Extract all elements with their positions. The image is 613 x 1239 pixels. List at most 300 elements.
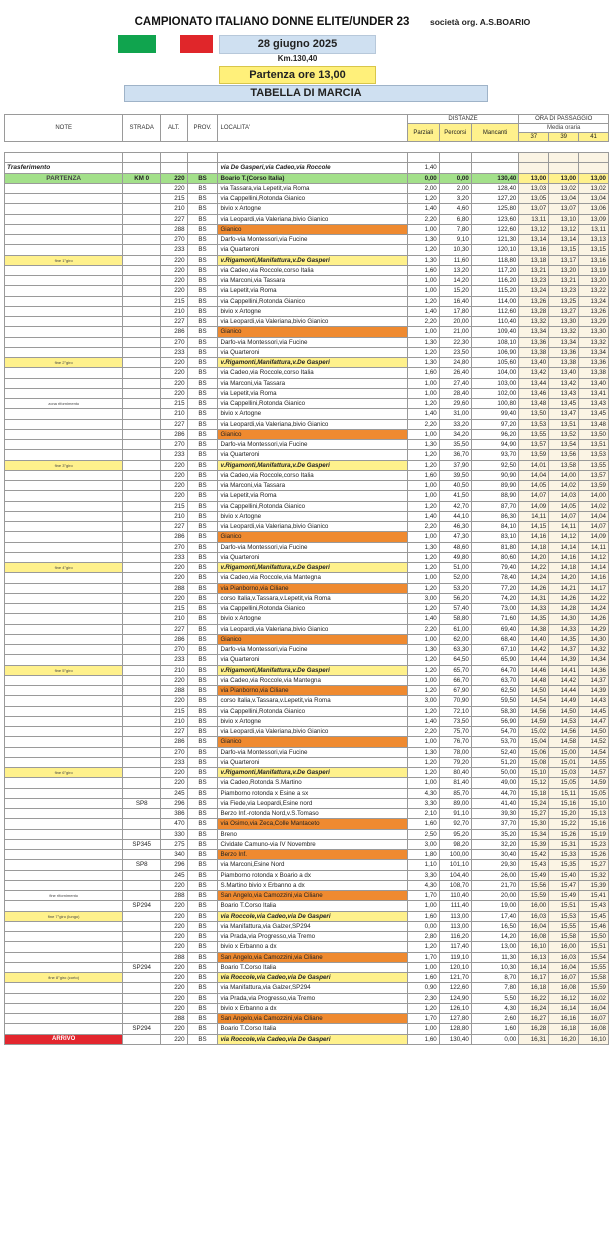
cell-mancanti: 105,60 bbox=[471, 358, 519, 368]
cell-localita: Berzo Inf.-rotonda Nord,v.S.Tomaso bbox=[218, 809, 407, 819]
cell-note bbox=[5, 347, 123, 357]
cell-note bbox=[5, 829, 123, 839]
cell-localita: via Manifattura,via Galzer,SP294 bbox=[218, 921, 407, 931]
cell-time-37: 14,48 bbox=[519, 675, 549, 685]
cell-note bbox=[5, 522, 123, 532]
cell-localita: via Leopardi,via Valeriana,bivio Gianico bbox=[218, 624, 407, 634]
cell-strada bbox=[123, 624, 161, 634]
cell-progressiva: 64,50 bbox=[439, 655, 471, 665]
cell-strada bbox=[123, 665, 161, 675]
cell-time-37: 13,18 bbox=[519, 255, 549, 265]
cell-strada bbox=[123, 409, 161, 419]
cell-progressiva: 9,10 bbox=[439, 235, 471, 245]
table-row bbox=[5, 911, 609, 921]
cell-strada bbox=[123, 255, 161, 265]
cell-progressiva: 13,20 bbox=[439, 265, 471, 275]
cell-mancanti: 7,80 bbox=[471, 983, 519, 993]
cell-prov: BS bbox=[187, 419, 218, 429]
cell-time-41: 13,40 bbox=[579, 378, 609, 388]
cell-time-37: 14,15 bbox=[519, 522, 549, 532]
cell-localita: Gianico bbox=[218, 327, 407, 337]
cell-time-37: 13,55 bbox=[519, 429, 549, 439]
cell-time-41 bbox=[579, 163, 609, 173]
cell-parziale: 1,20 bbox=[407, 757, 439, 767]
header-speed-41: 41 bbox=[579, 133, 609, 142]
cell-localita: via Cadeo,Rotonda S.Martino bbox=[218, 778, 407, 788]
cell-time-39: 13,25 bbox=[549, 296, 579, 306]
cell-mancanti: 19,00 bbox=[471, 901, 519, 911]
cell-strada bbox=[123, 235, 161, 245]
cell-time-41: 13,26 bbox=[579, 306, 609, 316]
cell-parziale: 2,10 bbox=[407, 809, 439, 819]
cell-progressiva: 78,00 bbox=[439, 747, 471, 757]
cell-parziale: 1,30 bbox=[407, 747, 439, 757]
header-alt: ALT. bbox=[160, 115, 187, 142]
table-row bbox=[5, 419, 609, 429]
flag-green bbox=[118, 35, 156, 53]
cell-time-39: 15,55 bbox=[549, 921, 579, 931]
cell-mancanti: 17,40 bbox=[471, 911, 519, 921]
cell-strada bbox=[123, 327, 161, 337]
cell-time-39 bbox=[549, 153, 579, 163]
cell-time-37: 15,34 bbox=[519, 829, 549, 839]
cell-localita: via Leopardi,via Valeriana,bivio Gianico bbox=[218, 419, 407, 429]
cell-time-41: 14,29 bbox=[579, 624, 609, 634]
cell-parziale: 1,20 bbox=[407, 563, 439, 573]
cell-time-39: 13,40 bbox=[549, 368, 579, 378]
table-row bbox=[5, 706, 609, 716]
table-row bbox=[5, 614, 609, 624]
cell-alt: 233 bbox=[160, 757, 187, 767]
cell-time-39: 15,20 bbox=[549, 809, 579, 819]
cell-prov: BS bbox=[187, 737, 218, 747]
header-localita: LOCALITA' bbox=[218, 115, 407, 142]
table-row bbox=[5, 932, 609, 942]
table-row bbox=[5, 921, 609, 931]
cell-localita: Berzo Inf. bbox=[218, 850, 407, 860]
cell-prov: BS bbox=[187, 809, 218, 819]
cell-time-39: 14,37 bbox=[549, 645, 579, 655]
cell-localita: via De Gasperi,via Cadeo,via Roccole bbox=[218, 163, 407, 173]
cell-note bbox=[5, 675, 123, 685]
cell-time-39: 13,02 bbox=[549, 183, 579, 193]
cell-time-39: 15,22 bbox=[549, 819, 579, 829]
cell-time-37: 16,18 bbox=[519, 983, 549, 993]
cell-time-41: 15,55 bbox=[579, 962, 609, 972]
cell-time-39: 13,12 bbox=[549, 224, 579, 234]
cell-parziale: 1,60 bbox=[407, 265, 439, 275]
cell-mancanti: 120,10 bbox=[471, 245, 519, 255]
cell-prov: BS bbox=[187, 675, 218, 685]
cell-note bbox=[5, 573, 123, 583]
cell-progressiva: 6,80 bbox=[439, 214, 471, 224]
cell-prov: BS bbox=[187, 245, 218, 255]
cell-time-41: 13,15 bbox=[579, 245, 609, 255]
cell-prov: BS bbox=[187, 450, 218, 460]
cell-parziale: 1,00 bbox=[407, 901, 439, 911]
header-note: NOTE bbox=[5, 115, 123, 142]
cell-time-37: 16,04 bbox=[519, 921, 549, 931]
cell-mancanti: 65,90 bbox=[471, 655, 519, 665]
cell-time-41: 13,43 bbox=[579, 399, 609, 409]
cell-prov: BS bbox=[187, 655, 218, 665]
cell-strada bbox=[123, 573, 161, 583]
cell-mancanti: 97,20 bbox=[471, 419, 519, 429]
cell-parziale: 2,80 bbox=[407, 932, 439, 942]
cell-time-41: 15,45 bbox=[579, 911, 609, 921]
cell-note bbox=[5, 860, 123, 870]
cell-alt: 210 bbox=[160, 511, 187, 521]
cell-progressiva: 52,00 bbox=[439, 573, 471, 583]
cell-progressiva: 119,10 bbox=[439, 952, 471, 962]
cell-mancanti: 96,20 bbox=[471, 429, 519, 439]
cell-note bbox=[5, 880, 123, 890]
cell-progressiva: 126,10 bbox=[439, 1003, 471, 1013]
cell-prov: BS bbox=[187, 942, 218, 952]
cell-alt: 220 bbox=[160, 962, 187, 972]
cell-time-39: 15,03 bbox=[549, 768, 579, 778]
cell-time-41: 15,27 bbox=[579, 860, 609, 870]
cell-prov: BS bbox=[187, 1034, 218, 1044]
cell-time-37: 14,44 bbox=[519, 655, 549, 665]
cell-time-39: 13,07 bbox=[549, 204, 579, 214]
cell-progressiva: 51,00 bbox=[439, 563, 471, 573]
cell-parziale: 1,20 bbox=[407, 655, 439, 665]
cell-prov: BS bbox=[187, 696, 218, 706]
cell-note bbox=[5, 850, 123, 860]
cell-parziale: 4,30 bbox=[407, 880, 439, 890]
cell-parziale: 1,20 bbox=[407, 347, 439, 357]
table-row bbox=[5, 194, 609, 204]
cell-strada bbox=[123, 194, 161, 204]
cell-note bbox=[5, 286, 123, 296]
cell-localita: Boario T.Corso Italia bbox=[218, 1024, 407, 1034]
cell-mancanti: 71,60 bbox=[471, 614, 519, 624]
cell-alt: 220 bbox=[160, 173, 187, 183]
cell-note bbox=[5, 481, 123, 491]
cell-parziale: 1,20 bbox=[407, 296, 439, 306]
cell-strada bbox=[123, 542, 161, 552]
cell-time-41: 15,54 bbox=[579, 952, 609, 962]
cell-progressiva: 21,00 bbox=[439, 327, 471, 337]
cell-time-39: 16,18 bbox=[549, 1024, 579, 1034]
cell-parziale: 1,20 bbox=[407, 768, 439, 778]
cell-progressiva: 73,50 bbox=[439, 716, 471, 726]
cell-alt: 210 bbox=[160, 306, 187, 316]
cell-strada bbox=[123, 747, 161, 757]
table-row bbox=[5, 809, 609, 819]
cell-time-37: 15,56 bbox=[519, 880, 549, 890]
cell-localita: Gianico bbox=[218, 532, 407, 542]
cell-alt: 286 bbox=[160, 737, 187, 747]
cell-time-39: 14,21 bbox=[549, 583, 579, 593]
cell-note bbox=[5, 183, 123, 193]
cell-parziale: 3,30 bbox=[407, 870, 439, 880]
cell-time-37: 13,38 bbox=[519, 347, 549, 357]
cell-progressiva: 3,20 bbox=[439, 194, 471, 204]
cell-prov: BS bbox=[187, 378, 218, 388]
cell-progressiva: 33,20 bbox=[439, 419, 471, 429]
cell-alt bbox=[160, 163, 187, 173]
cell-localita: bivio x Artogne bbox=[218, 614, 407, 624]
cell-progressiva: 130,40 bbox=[439, 1034, 471, 1044]
cell-time-41: 13,38 bbox=[579, 368, 609, 378]
cell-alt: 215 bbox=[160, 399, 187, 409]
cell-time-41: 13,16 bbox=[579, 255, 609, 265]
cell-strada bbox=[123, 204, 161, 214]
cell-mancanti: 83,10 bbox=[471, 532, 519, 542]
cell-note bbox=[5, 686, 123, 696]
cell-mancanti: 30,40 bbox=[471, 850, 519, 860]
cell-alt: 220 bbox=[160, 973, 187, 983]
cell-parziale: 1,20 bbox=[407, 583, 439, 593]
cell-parziale: 1,20 bbox=[407, 665, 439, 675]
cell-parziale: 1,10 bbox=[407, 860, 439, 870]
cell-localita: bivio x Artogne bbox=[218, 409, 407, 419]
cell-prov bbox=[187, 163, 218, 173]
cell-time-37: 14,50 bbox=[519, 686, 549, 696]
cell-localita: bivio x Artogne bbox=[218, 511, 407, 521]
cell-parziale: 2,50 bbox=[407, 829, 439, 839]
cell-time-41: 13,24 bbox=[579, 296, 609, 306]
cell-parziale: 1,00 bbox=[407, 573, 439, 583]
race-date: 28 giugno 2025 bbox=[219, 35, 376, 54]
cell-prov: BS bbox=[187, 911, 218, 921]
cell-strada bbox=[123, 522, 161, 532]
cell-time-41: 14,24 bbox=[579, 604, 609, 614]
cell-localita: via Cappellini,Rotonda Gianico bbox=[218, 194, 407, 204]
cell-mancanti: 104,00 bbox=[471, 368, 519, 378]
cell-prov: BS bbox=[187, 552, 218, 562]
cell-parziale: 3,00 bbox=[407, 839, 439, 849]
cell-prov: BS bbox=[187, 347, 218, 357]
cell-note bbox=[5, 296, 123, 306]
cell-alt: 220 bbox=[160, 593, 187, 603]
cell-localita: via Cadeo,via Roccole,via Mantegna bbox=[218, 573, 407, 583]
cell-time-39: 15,16 bbox=[549, 798, 579, 808]
cell-alt: 270 bbox=[160, 645, 187, 655]
cell-time-37: 13,16 bbox=[519, 245, 549, 255]
cell-time-41: 13,45 bbox=[579, 409, 609, 419]
cell-mancanti: 116,20 bbox=[471, 276, 519, 286]
cell-note: PARTENZA bbox=[5, 173, 123, 183]
cell-time-41: 13,30 bbox=[579, 327, 609, 337]
cell-time-41: 16,07 bbox=[579, 1014, 609, 1024]
cell-time-41: 14,59 bbox=[579, 778, 609, 788]
cell-prov: BS bbox=[187, 665, 218, 675]
cell-time-39: 14,50 bbox=[549, 706, 579, 716]
cell-time-37: 16,00 bbox=[519, 901, 549, 911]
cell-alt: 227 bbox=[160, 624, 187, 634]
cell-progressiva: 117,40 bbox=[439, 942, 471, 952]
table-row bbox=[5, 204, 609, 214]
cell-time-41: 14,14 bbox=[579, 563, 609, 573]
cell-prov: BS bbox=[187, 583, 218, 593]
cell-time-37: 14,11 bbox=[519, 511, 549, 521]
cell-parziale: 1,00 bbox=[407, 429, 439, 439]
cell-time-41: 16,04 bbox=[579, 1003, 609, 1013]
race-distance: Km.130,40 bbox=[277, 54, 318, 63]
cell-progressiva: 10,30 bbox=[439, 245, 471, 255]
cell-localita: via Leopardi,via Valeriana,bivio Gianico bbox=[218, 522, 407, 532]
cell-localita: via Cappellini,Rotonda Gianico bbox=[218, 706, 407, 716]
cell-time-41: 15,19 bbox=[579, 829, 609, 839]
cell-localita: via Roccole,via Cadeo,via De Gasperi bbox=[218, 973, 407, 983]
cell-note bbox=[5, 1014, 123, 1024]
cell-strada bbox=[123, 224, 161, 234]
cell-localita: v.Rigamonti,Manifattura,v.De Gasperi bbox=[218, 563, 407, 573]
cell-time-41: 13,55 bbox=[579, 460, 609, 470]
cell-progressiva: 111,40 bbox=[439, 901, 471, 911]
cell-time-37: 13,14 bbox=[519, 235, 549, 245]
table-row bbox=[5, 1014, 609, 1024]
cell-time-41: 15,39 bbox=[579, 880, 609, 890]
cell-parziale: 1,60 bbox=[407, 973, 439, 983]
cell-mancanti: 108,10 bbox=[471, 337, 519, 347]
cell-prov: BS bbox=[187, 470, 218, 480]
cell-strada bbox=[123, 306, 161, 316]
cell-note bbox=[5, 706, 123, 716]
cell-note bbox=[5, 696, 123, 706]
cell-prov: BS bbox=[187, 727, 218, 737]
cell-strada bbox=[123, 388, 161, 398]
cell-localita: via Osimo,via Zeca,Colle Mantaceto bbox=[218, 819, 407, 829]
cell-time-41: 14,52 bbox=[579, 737, 609, 747]
cell-time-37: 14,16 bbox=[519, 532, 549, 542]
cell-time-41: 13,20 bbox=[579, 276, 609, 286]
table-row bbox=[5, 604, 609, 614]
cell-note bbox=[5, 788, 123, 798]
cell-strada: SP294 bbox=[123, 1024, 161, 1034]
cell-mancanti: 50,00 bbox=[471, 768, 519, 778]
cell-note bbox=[5, 368, 123, 378]
cell-strada bbox=[123, 655, 161, 665]
cell-alt: 270 bbox=[160, 542, 187, 552]
cell-prov: BS bbox=[187, 409, 218, 419]
cell-strada bbox=[123, 1034, 161, 1044]
cell-progressiva: 46,30 bbox=[439, 522, 471, 532]
cell-time-39: 14,11 bbox=[549, 522, 579, 532]
table-row bbox=[5, 450, 609, 460]
cell-alt: 227 bbox=[160, 727, 187, 737]
cell-progressiva: 89,00 bbox=[439, 798, 471, 808]
cell-strada bbox=[123, 358, 161, 368]
cell-parziale: 1,70 bbox=[407, 1014, 439, 1024]
cell-strada: SP8 bbox=[123, 798, 161, 808]
cell-strada bbox=[123, 563, 161, 573]
cell-alt: 210 bbox=[160, 204, 187, 214]
cell-time-37 bbox=[519, 153, 549, 163]
title: CAMPIONATO ITALIANO DONNE ELITE/UNDER 23 bbox=[134, 16, 410, 28]
cell-prov: BS bbox=[187, 327, 218, 337]
cell-note: fine 5°giro bbox=[5, 665, 123, 675]
cell-alt: 220 bbox=[160, 276, 187, 286]
cell-alt: 296 bbox=[160, 860, 187, 870]
cell-strada bbox=[123, 429, 161, 439]
cell-parziale: 1,00 bbox=[407, 737, 439, 747]
cell-mancanti: 62,50 bbox=[471, 686, 519, 696]
cell-alt: 220 bbox=[160, 265, 187, 275]
cell-localita: Breno bbox=[218, 829, 407, 839]
cell-localita: via Quarteroni bbox=[218, 450, 407, 460]
cell-strada bbox=[123, 163, 161, 173]
cell-time-39: 13,38 bbox=[549, 358, 579, 368]
cell-alt: 220 bbox=[160, 255, 187, 265]
cell-progressiva: 58,80 bbox=[439, 614, 471, 624]
cell-note bbox=[5, 532, 123, 542]
cell-progressiva: 116,20 bbox=[439, 932, 471, 942]
cell-progressiva: 95,20 bbox=[439, 829, 471, 839]
cell-progressiva: 42,70 bbox=[439, 501, 471, 511]
cell-time-37: 14,46 bbox=[519, 665, 549, 675]
table-row bbox=[5, 624, 609, 634]
cell-mancanti: 14,20 bbox=[471, 932, 519, 942]
cell-time-37: 13,12 bbox=[519, 224, 549, 234]
cell-time-39: 14,18 bbox=[549, 563, 579, 573]
table-row bbox=[5, 409, 609, 419]
cell-localita: via Lepetit,via Roma bbox=[218, 286, 407, 296]
cell-prov: BS bbox=[187, 870, 218, 880]
cell-note bbox=[5, 798, 123, 808]
cell-alt: 220 bbox=[160, 388, 187, 398]
cell-alt: 288 bbox=[160, 891, 187, 901]
cell-note bbox=[5, 501, 123, 511]
cell-parziale: 2,20 bbox=[407, 214, 439, 224]
cell-strada bbox=[123, 809, 161, 819]
cell-parziale: 1,20 bbox=[407, 604, 439, 614]
cell-parziale: 1,20 bbox=[407, 450, 439, 460]
cell-time-37: 16,17 bbox=[519, 973, 549, 983]
cell-strada bbox=[123, 880, 161, 890]
cell-strada bbox=[123, 706, 161, 716]
cell-progressiva: 27,40 bbox=[439, 378, 471, 388]
cell-time-41: 14,04 bbox=[579, 511, 609, 521]
cell-strada bbox=[123, 276, 161, 286]
cell-parziale: 2,20 bbox=[407, 419, 439, 429]
cell-mancanti: 54,70 bbox=[471, 727, 519, 737]
cell-time-39: 13,36 bbox=[549, 347, 579, 357]
cell-progressiva: 92,70 bbox=[439, 819, 471, 829]
cell-time-37: 14,22 bbox=[519, 563, 549, 573]
cell-prov: BS bbox=[187, 235, 218, 245]
cell-note bbox=[5, 265, 123, 275]
cell-strada bbox=[123, 470, 161, 480]
cell-note bbox=[5, 952, 123, 962]
cell-time-39: 13,52 bbox=[549, 429, 579, 439]
cell-progressiva: 11,60 bbox=[439, 255, 471, 265]
cell-prov: BS bbox=[187, 757, 218, 767]
cell-strada bbox=[123, 419, 161, 429]
cell-time-41: 14,17 bbox=[579, 583, 609, 593]
cell-alt: 220 bbox=[160, 286, 187, 296]
cell-parziale: 3,30 bbox=[407, 798, 439, 808]
table-row bbox=[5, 522, 609, 532]
cell-parziale: 2,20 bbox=[407, 317, 439, 327]
cell-strada bbox=[123, 727, 161, 737]
cell-time-39: 14,42 bbox=[549, 675, 579, 685]
cell-note: zona rifornimento bbox=[5, 399, 123, 409]
cell-time-37: 13,50 bbox=[519, 409, 549, 419]
cell-localita: Gianico bbox=[218, 737, 407, 747]
cell-mancanti: 29,30 bbox=[471, 860, 519, 870]
cell-prov: BS bbox=[187, 388, 218, 398]
cell-strada bbox=[123, 265, 161, 275]
table-row bbox=[5, 870, 609, 880]
cell-time-37: 16,31 bbox=[519, 1034, 549, 1044]
cell-strada bbox=[123, 716, 161, 726]
cell-note bbox=[5, 839, 123, 849]
table-row bbox=[5, 224, 609, 234]
